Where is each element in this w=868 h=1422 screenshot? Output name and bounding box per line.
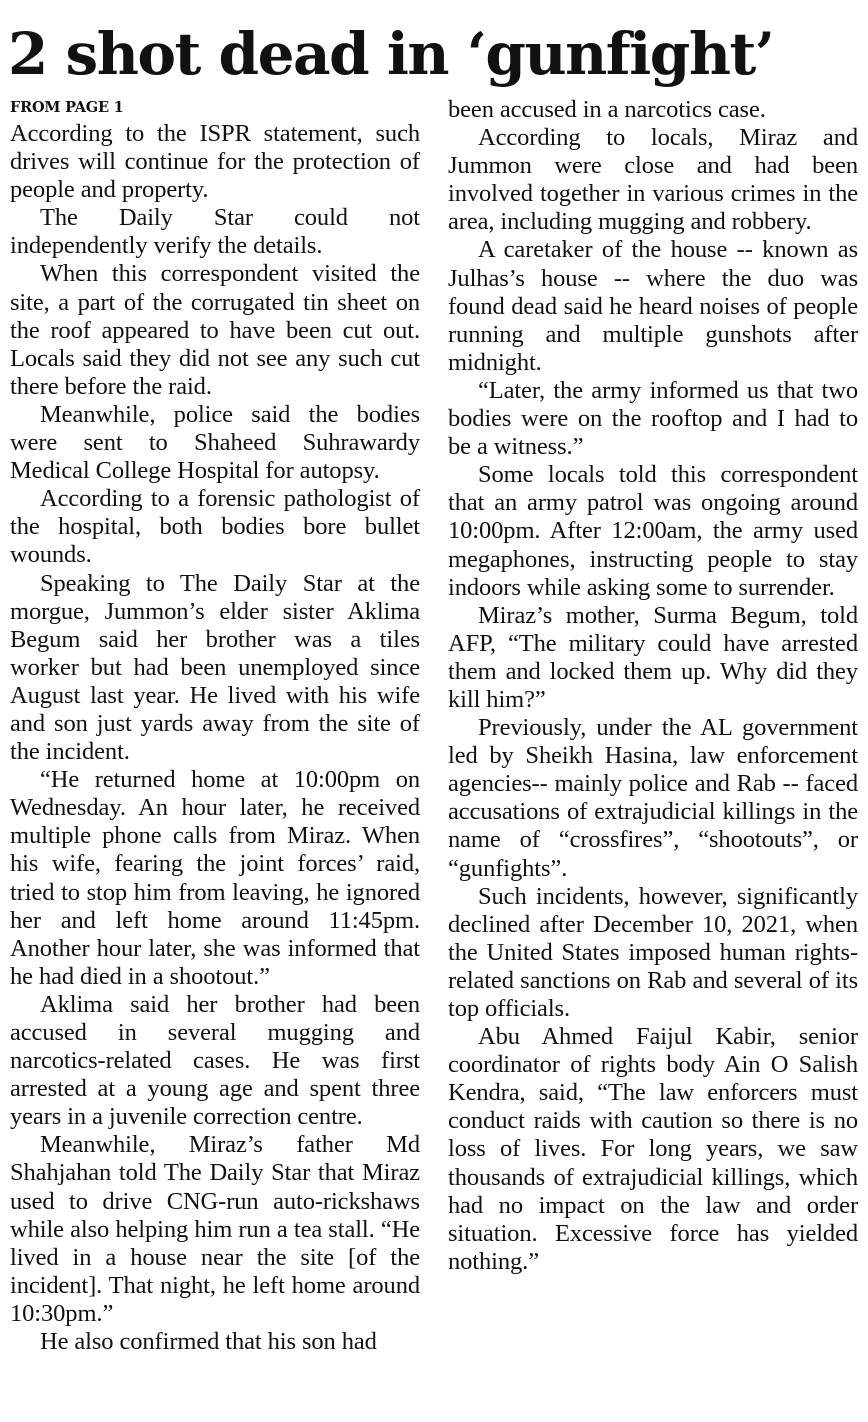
paragraph: Some locals told this correspondent that an army patrol was ongoing around 10:00pm. After 12:00am, the army used megaphones, instructing people to stay indoors while asking some to surrender. (448, 461, 858, 601)
paragraph: Such incidents, however, significantly declined after December 10, 2021, when the United States imposed human rights-related sanctions on Rab and several of its top officials. (448, 882, 858, 1022)
headline: 2 shot dead in ‘gunfight’ (8, 20, 774, 88)
paragraph: Speaking to The Daily Star at the morgue, Jummon’s elder sister Aklima Begum said her brother was a tiles worker but had been unemployed since August last year. He lived with his wife and son just yards away from the site of the incident. (10, 569, 420, 766)
paragraph: Miraz’s mother, Surma Begum, told AFP, “The military could have arrested them and locked them up. Why did they kill him?” (448, 601, 858, 713)
paragraph: The Daily Star could not independently verify the details. (10, 204, 420, 260)
column-left (10, 96, 420, 1356)
paragraph: Abu Ahmed Faijul Kabir, senior coordinator of rights body Ain O Salish Kendra, said, “The law enforcers must conduct raids with caution so there is no loss of lives. For long years, we saw thousands of extrajudicial killings, which had no impact on the law and order situation. Excessive force has yielded nothing.” (448, 1023, 858, 1275)
paragraph: Meanwhile, Miraz’s father Md Shahjahan told The Daily Star that Miraz used to drive CNG-run auto-rickshaws while also helping him run a tea stall. “He lived in a house near the site [of the incident]. That night, he left home around 10:30pm.” (10, 1131, 420, 1327)
paragraph: According to locals, Miraz and Jummon were close and had been involved together in various crimes in the area, including mugging and robbery. (448, 124, 858, 236)
paragraph: According to a forensic pathologist of the hospital, both bodies bore bullet wounds. (10, 485, 420, 569)
paragraph: Aklima said her brother had been accused in several mugging and narcotics-related cases. He was first arrested at a young age and spent three years in a juvenile correction centre. (10, 990, 420, 1131)
paragraph: “He returned home at 10:00pm on Wednesday. An hour later, he received multiple phone calls from Miraz. When his wife, fearing the joint forces’ raid, tried to stop him from leaving, he ignored her and left home around 11:45pm. Another hour later, she was informed that he had died in a shootout.” (10, 766, 420, 990)
paragraph: Previously, under the AL government led by Sheikh Hasina, law enforcement agencies-- mainly police and Rab -- faced accusations of extrajudicial killings in the name of “crossfires”, “shootouts”, or “gunfights”. (448, 714, 858, 882)
paragraph: Meanwhile, police said the bodies were sent to Shaheed Suhrawardy Medical College Hospital for autopsy. (10, 400, 420, 485)
column-right (448, 96, 858, 1276)
paragraph: He also confirmed that his son had (40, 1328, 377, 1356)
jump-label: FROM PAGE 1 (10, 99, 124, 116)
paragraph: When this correspondent visited the site, a part of the corrugated tin sheet on the roof appeared to have been cut out. Locals said they did not see any such cut there before the raid. (10, 260, 420, 400)
paragraph: According to the ISPR statement, such drives will continue for the protection of people and property. (10, 120, 420, 204)
paragraph: A caretaker of the house -- known as Julhas’s house -- where the duo was found dead said he heard noises of people running and multiple gunshots after midnight. (448, 236, 858, 376)
paragraph: “Later, the army informed us that two bodies were on the rooftop and I had to be a witness.” (448, 376, 858, 461)
paragraph: been accused in a narcotics case. (448, 96, 766, 123)
